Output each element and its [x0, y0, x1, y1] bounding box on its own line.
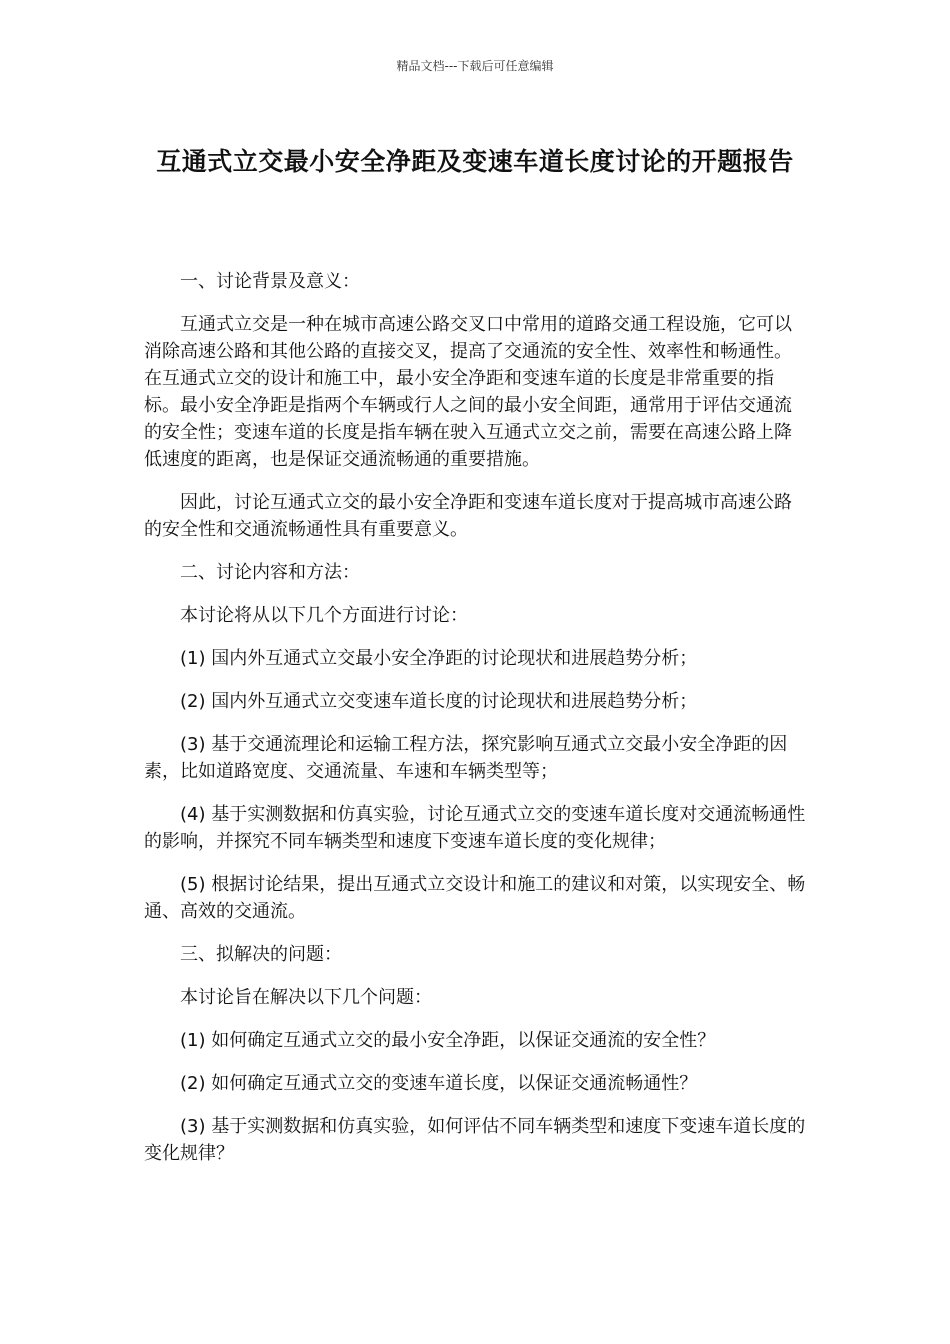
list-item: (2) 如何确定互通式立交的变速车道长度，以保证交通流畅通性？ — [180, 1073, 698, 1094]
page-header: 精品文档---下载后可任意编辑 — [396, 59, 554, 73]
document-body — [144, 268, 808, 1183]
list-item: (4) 基于实测数据和仿真实验，讨论互通式立交的变速车道长度对交通流畅通性的影响，并探究不同车辆类型和速度下变速车道长度的变化规律； — [144, 804, 806, 852]
list-item: (1) 如何确定互通式立交的最小安全净距，以保证交通流的安全性？ — [180, 1030, 716, 1051]
list-item: (3) 基于交通流理论和运输工程方法，探究影响互通式立交最小安全净距的因素，比如道路宽度、交通流量、车速和车辆类型等； — [144, 734, 788, 782]
paragraph-background: 互通式立交是一种在城市高速公路交叉口中常用的道路交通工程设施，它可以消除高速公路和其他公路的直接交叉，提高了交通流的安全性、效率性和畅通性。在互通式立交的设计和施工中，最小安全净距和变速车道的长度是非常重要的指标。最小安全净距是指两个车辆或行人之间的最小安全间距，通常用于评估交通流的安全性；变速车道的长度是指车辆在驶入互通式立交之前，需要在高速公路上降低速度的距离，也是保证交通流畅通的重要措施。 — [144, 314, 792, 470]
section-heading-background: 一、讨论背景及意义： — [180, 271, 360, 292]
paragraph-significance: 因此，讨论互通式立交的最小安全净距和变速车道长度对于提高城市高速公路的安全性和交通流畅通性具有重要意义。 — [144, 492, 792, 540]
list-item: (2) 国内外互通式立交变速车道长度的讨论现状和进展趋势分析； — [180, 691, 698, 712]
section-heading-problems: 三、拟解决的问题： — [180, 944, 342, 965]
list-item: (1) 国内外互通式立交最小安全净距的讨论现状和进展趋势分析； — [180, 648, 698, 669]
section-heading-content-methods: 二、讨论内容和方法： — [180, 562, 360, 583]
paragraph-intro-problems: 本讨论旨在解决以下几个问题： — [180, 987, 432, 1008]
list-item: (3) 基于实测数据和仿真实验，如何评估不同车辆类型和速度下变速车道长度的变化规律？ — [144, 1116, 806, 1164]
document-title: 互通式立交最小安全净距及变速车道长度讨论的开题报告 — [156, 147, 794, 176]
list-item: (5) 根据讨论结果，提出互通式立交设计和施工的建议和对策，以实现安全、畅通、高效的交通流。 — [144, 874, 806, 922]
paragraph-intro-aspects: 本讨论将从以下几个方面进行讨论： — [180, 605, 468, 626]
